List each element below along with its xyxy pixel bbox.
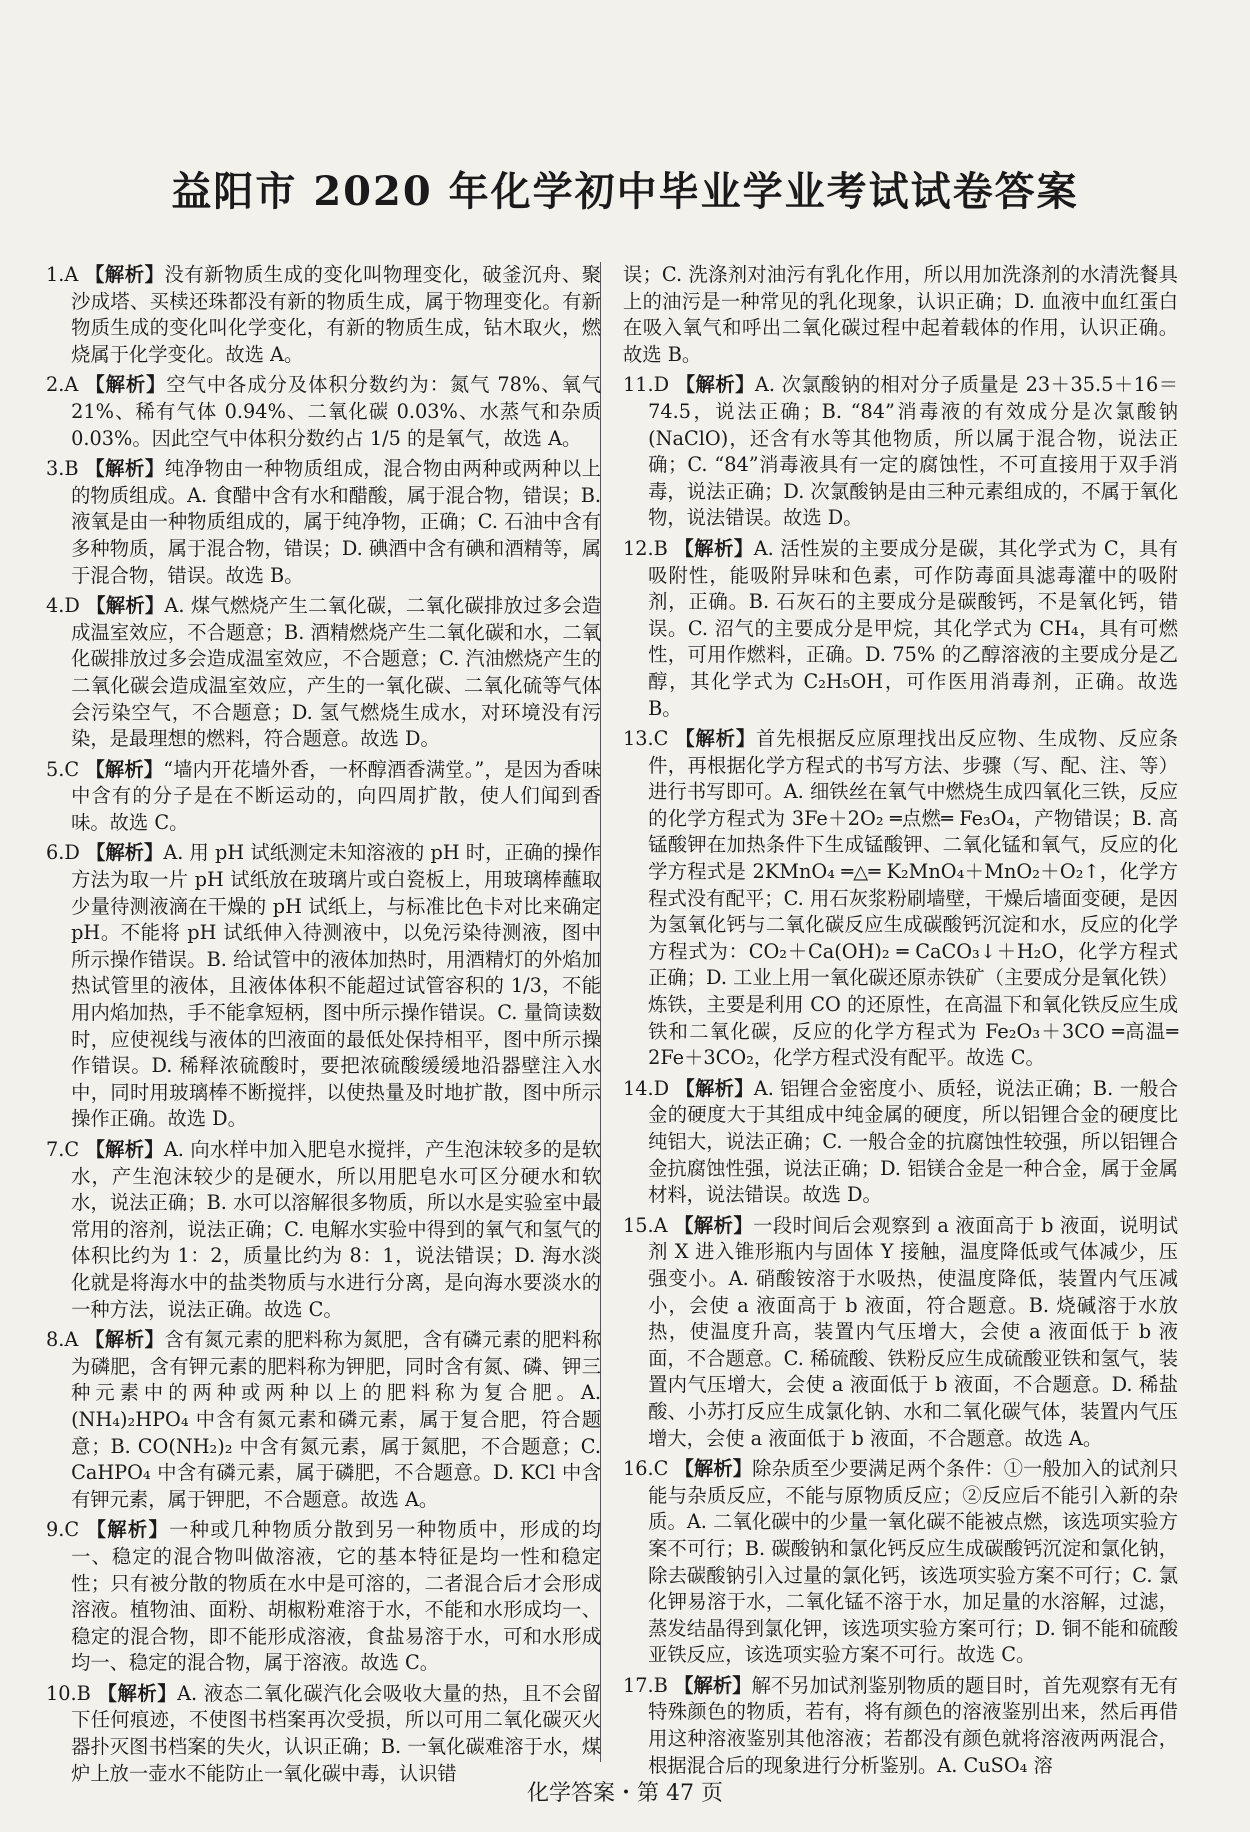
answer-text: 首先根据反应原理找出反应物、生成物、反应条件，再根据化学方程式的书写方法、步骤（写、配、注、等）进行书写即可。A. 细铁丝在氧气中燃烧生成四氧化三铁，反应的化学方程式为 3Fe＋2O₂ ═点燃═ Fe₃O₄，产物错误；B. 高锰酸钾在加热条件下生成锰酸钾、二氧化锰和氧气，反应的化学方程式是 2KMnO₄ ═△═ K₂MnO₄＋MnO₂＋O₂↑，化学方程式没有配平；C. 用石灰浆粉刷墙壁，干燥后墙面变硬，是因为氢氧化钙与二氧化碳反应生成碳酸钙沉淀和水，反应的化学方程式为：CO₂＋Ca(OH)₂ ═ CaCO₃↓＋H₂O，化学方程式正确；D. 工业上用一氧化碳还原赤铁矿（主要成分是氧化铁）炼铁，主要是利用 CO 的还原性，在高温下和氧化铁反应生成铁和二氧化碳，反应的化学方程式为 Fe₂O₃＋3CO ═高温═ 2Fe＋3CO₂，化学方程式没有配平。故选 C。: [648, 727, 1179, 1070]
answer-text: A. 铝锂合金密度小、质轻，说法正确；B. 一般合金的硬度大于其组成中纯金属的硬度，所以铝锂合金的硬度比纯铝大，说法正确；C. 一般合金的抗腐蚀性较强，所以铝锂合金抗腐蚀性强，说法正确；D. 铝镁合金是一种合金，属于金属材料，说法错误。故选 D。: [648, 1076, 1179, 1207]
answer-text: 含有氮元素的肥料称为氮肥，含有磷元素的肥料称为磷肥，含有钾元素的肥料称为钾肥，同时含有氮、磷、钾三种元素中的两种或两种以上的肥料称为复合肥。A. (NH₄)₂HPO₄ 中含有氮元素和磷元素，属于复合肥，符合题意；B. CO(NH₂)₂ 中含有氮元素，属于氮肥，不合题意；C. CaHPO₄ 中含有磷元素，属于磷肥，不合题意。D. KCl 中含有钾元素，属于钾肥，不合题意。故选 A。: [71, 1328, 601, 1511]
answer-item: [46, 1137, 601, 1323]
answer-text: A. 向水样中加入肥皂水搅拌，产生泡沫较多的是软水，产生泡沫较少的是硬水，所以用肥皂水可区分硬水和软水，说法正确；B. 水可以溶解很多物质，所以水是实验室中最常用的溶剂，说法正确；C. 电解水实验中得到的氧气和氢气的体积比约为 1：2，质量比约为 8：1，说法错误；D. 海水淡化就是将海水中的盐类物质与水进行分离，是向海水要淡水的一种方法，说法正确。故选 C。: [71, 1138, 601, 1321]
analysis-tag: 【解析】: [674, 1457, 753, 1481]
answer-text: “墙内开花墙外香，一杯醇酒香满堂。”，是因为香味中含有的分子是在不断运动的，向四周扩散，使人们闻到香味。故选 C。: [71, 757, 602, 834]
answer-item: [623, 262, 1178, 368]
analysis-tag: 【解析】: [86, 1518, 170, 1542]
analysis-tag: 【解析】: [85, 757, 164, 781]
answer-number: 5.C: [46, 757, 80, 781]
answer-item: [623, 1213, 1178, 1452]
answer-item: [46, 1327, 601, 1513]
analysis-tag: 【解析】: [675, 727, 756, 751]
answer-number: 1.A: [46, 263, 79, 286]
analysis-tag: 【解析】: [97, 1681, 178, 1705]
analysis-tag: 【解析】: [85, 457, 165, 481]
analysis-tag: 【解析】: [86, 841, 164, 865]
answer-item: [623, 1456, 1178, 1669]
analysis-tag: 【解析】: [675, 373, 755, 397]
answer-item: [46, 593, 601, 753]
answer-item: [623, 1076, 1178, 1209]
answer-number: 16.C: [623, 1457, 669, 1481]
analysis-tag: 【解析】: [85, 1328, 165, 1352]
answer-text: A. 次氯酸钠的相对分子质量是 23＋35.5＋16＝74.5，说法正确；B. “84”消毒液的有效成分是次氯酸钠 (NaClO)，还含有水等其他物质，所以属于混合物，说法正确；C. “84”消毒液具有一定的腐蚀性，不可直接用于双手消毒，说法正确；D. 次氯酸钠是由三种元素组成的，不属于氧化物，说法错误。故选 D。: [648, 373, 1178, 530]
analysis-tag: 【解析】: [85, 373, 167, 397]
answer-text: 一种或几种物质分散到另一种物质中，形成的均一、稳定的混合物叫做溶液，它的基本特征是均一性和稳定性；只有被分散的物质在水中是可溶的，二者混合后才会形成溶液。植物油、面粉、胡椒粉难溶于水，不能和水形成均一、稳定的混合物，即不能形成溶液，食盐易溶于水，可和水形成均一、稳定的混合物，属于溶液。故选 C。: [71, 1518, 601, 1675]
page-title: 益阳市 2020 年化学初中毕业学业考试试卷答案: [171, 168, 1079, 215]
answer-number: 14.D: [623, 1076, 670, 1100]
analysis-tag: 【解析】: [674, 1673, 752, 1697]
analysis-tag: 【解析】: [674, 1213, 754, 1237]
analysis-tag: 【解析】: [85, 1138, 164, 1161]
answer-text: A. 用 pH 试纸测定未知溶液的 pH 时，正确的操作方法为取一片 pH 试纸放在玻璃片或白瓷板上，用玻璃棒蘸取少量待测液滴在干燥的 pH 试纸上，与标准比色卡对比来确定 pH。不能将 pH 试纸伸入待测液中，以免污染待测液，图中所示操作错误。B. 给试管中的液体加热时，用酒精灯的外焰加热试管里的液体，且液体体积不能超过试管容积的 1/3，不能用内焰加热，手不能拿短柄，图中所示操作错误。C. 量筒读数时，应使视线与液体的凹液面的最低处保持相平，图中所示操作错误。D. 稀释浓硫酸时，要把浓硫酸缓缓地沿器壁注入水中，同时用玻璃棒不断搅拌，以使热量及时地扩散，图中所示操作正确。故选 D。: [71, 841, 601, 1131]
right-column: [623, 262, 1178, 1783]
answer-item: [46, 1681, 601, 1787]
answer-number: 10.B: [46, 1681, 91, 1705]
answer-text: 没有新物质生成的变化叫物理变化，破釜沉舟、聚沙成塔、买椟还珠都没有新的物质生成，属于物理变化。有新物质生成的变化叫化学变化，有新的物质生成，钻木取火，燃烧属于化学变化。故选 A。: [71, 263, 601, 366]
answer-item: [46, 372, 601, 452]
analysis-tag: 【解析】: [674, 536, 754, 560]
answer-item: [46, 262, 601, 368]
answer-number: 4.D: [46, 594, 80, 618]
answer-number: 11.D: [623, 373, 670, 397]
answer-item: [46, 757, 601, 837]
answer-text: A. 活性炭的主要成分是碳，其化学式为 C，具有吸附性，能吸附异味和色素，可作防毒面具滤毒灌中的吸附剂，正确。B. 石灰石的主要成分是碳酸钙，不是氧化钙，错误。C. 沼气的主要成分是甲烷，其化学式为 CH₄，具有可燃性，可用作燃料，正确。D. 75% 的乙醇溶液的主要成分是乙醇，其化学式为 C₂H₅OH，可作医用消毒剂，正确。故选 B。: [648, 536, 1179, 720]
analysis-tag: 【解析】: [85, 263, 165, 286]
answer-item: [623, 536, 1178, 722]
answer-number: 15.A: [623, 1213, 668, 1237]
answer-item: [623, 726, 1178, 1072]
answer-text: 一段时间后会观察到 a 液面高于 b 液面，说明试剂 X 进入锥形瓶内与固体 Y 接触，温度降低或气体减少，压强变小。A. 硝酸铵溶于水吸热，使温度降低，装置内气压减小，会使 a 液面高于 b 液面，符合题意。B. 烧碱溶于水放热，使温度升高，装置内气压增大，会使 a 液面低于 b 液面，不合题意。C. 稀硫酸、铁粉反应生成硫酸亚铁和氢气，装置内气压增大，会使 a 液面低于 b 液面，不合题意。D. 稀盐酸、小苏打反应生成氯化钠、水和二氧化碳气体，装置内气压增大，会使 a 液面低于 b 液面，不合题意。故选 A。: [648, 1213, 1178, 1450]
page-footer: 化学答案・第 47 页: [527, 1781, 723, 1806]
answer-text: A. 液态二氧化碳汽化会吸收大量的热，且不会留下任何痕迹，不使图书档案再次受损，所以可用二氧化碳灭火器扑灭图书档案的失火，认识正确；B. 一氧化碳难溶于水，煤炉上放一壶水不能防止一氧化碳中毒，认识错: [71, 1681, 601, 1785]
answer-number: 7.C: [46, 1138, 80, 1161]
answer-text: 除杂质至少要满足两个条件：①一般加入的试剂只能与杂质反应，不能与原物质反应；②反应后不能引入新的杂质。A. 二氧化碳中的少量一氧化碳不能被点燃，该选项实验方案不可行；B. 碳酸钠和氯化钙反应生成碳酸钙沉淀和氯化钠，除去碳酸钠引入过量的氯化钙，该选项实验方案不可行；C. 氯化钾易溶于水，二氧化锰不溶于水，加足量的水溶解，过滤，蒸发结晶得到氯化钾，该选项实验方案可行；D. 铜不能和硫酸亚铁反应，该选项实验方案不可行。故选 C。: [648, 1457, 1178, 1667]
answer-text: 纯净物由一种物质组成，混合物由两种或两种以上的物质组成。A. 食醋中含有水和醋酸，属于混合物，错误；B. 液氧是由一种物质组成的，属于纯净物，正确；C. 石油中含有多种物质，属于混合物，错误；D. 碘酒中含有碘和酒精等，属于混合物，错误。故选 B。: [71, 457, 602, 587]
analysis-tag: 【解析】: [86, 594, 165, 618]
answer-number: 12.B: [623, 536, 668, 560]
answer-number: 6.D: [46, 841, 80, 865]
answer-text: 解不另加试剂鉴别物质的题目时，首先观察有无有特殊颜色的物质，若有，将有颜色的溶液鉴别出来，然后再借用这种溶液鉴别其他溶液；若都没有颜色就将溶液两两混合，根据混合后的现象进行分析鉴别。A. CuSO₄ 溶: [648, 1673, 1178, 1777]
answer-item: [46, 1517, 601, 1677]
answer-text: 空气中各成分及体积分数约为：氮气 78%、氧气 21%、稀有气体 0.94%、二氧化碳 0.03%、水蒸气和杂质 0.03%。因此空气中体积分数约占 1/5 的是氧气，故选 A。: [71, 373, 601, 450]
answer-number: 9.C: [46, 1518, 80, 1542]
answer-number: 17.B: [623, 1673, 668, 1697]
answer-number: 13.C: [623, 727, 669, 751]
answer-number: 8.A: [46, 1328, 79, 1352]
answer-item: [46, 840, 601, 1133]
left-column: [46, 262, 601, 1791]
answer-text: 误；C. 洗涤剂对油污有乳化作用，所以用加洗涤剂的水清洗餐具上的油污是一种常见的乳化现象，认识正确；D. 血液中血红蛋白在吸入氧气和呼出二氧化碳过程中起着载体的作用，认识正确。故选 B。: [623, 263, 1178, 366]
answer-number: 3.B: [46, 457, 79, 481]
answer-item: [623, 372, 1178, 532]
analysis-tag: 【解析】: [675, 1076, 754, 1100]
answer-text: A. 煤气燃烧产生二氧化碳，二氧化碳排放过多会造成温室效应，不合题意；B. 酒精燃烧产生二氧化碳和水，二氧化碳排放过多会造成温室效应，不合题意；C. 汽油燃烧产生的二氧化碳会造成温室效应，产生的一氧化碳、二氧化硫等气体会污染空气，不合题意；D. 氢气燃烧生成水，对环境没有污染，是最理想的燃料，符合题意。故选 D。: [71, 594, 601, 751]
answer-number: 2.A: [46, 373, 79, 397]
answer-item: [623, 1673, 1178, 1779]
answer-item: [46, 456, 601, 589]
